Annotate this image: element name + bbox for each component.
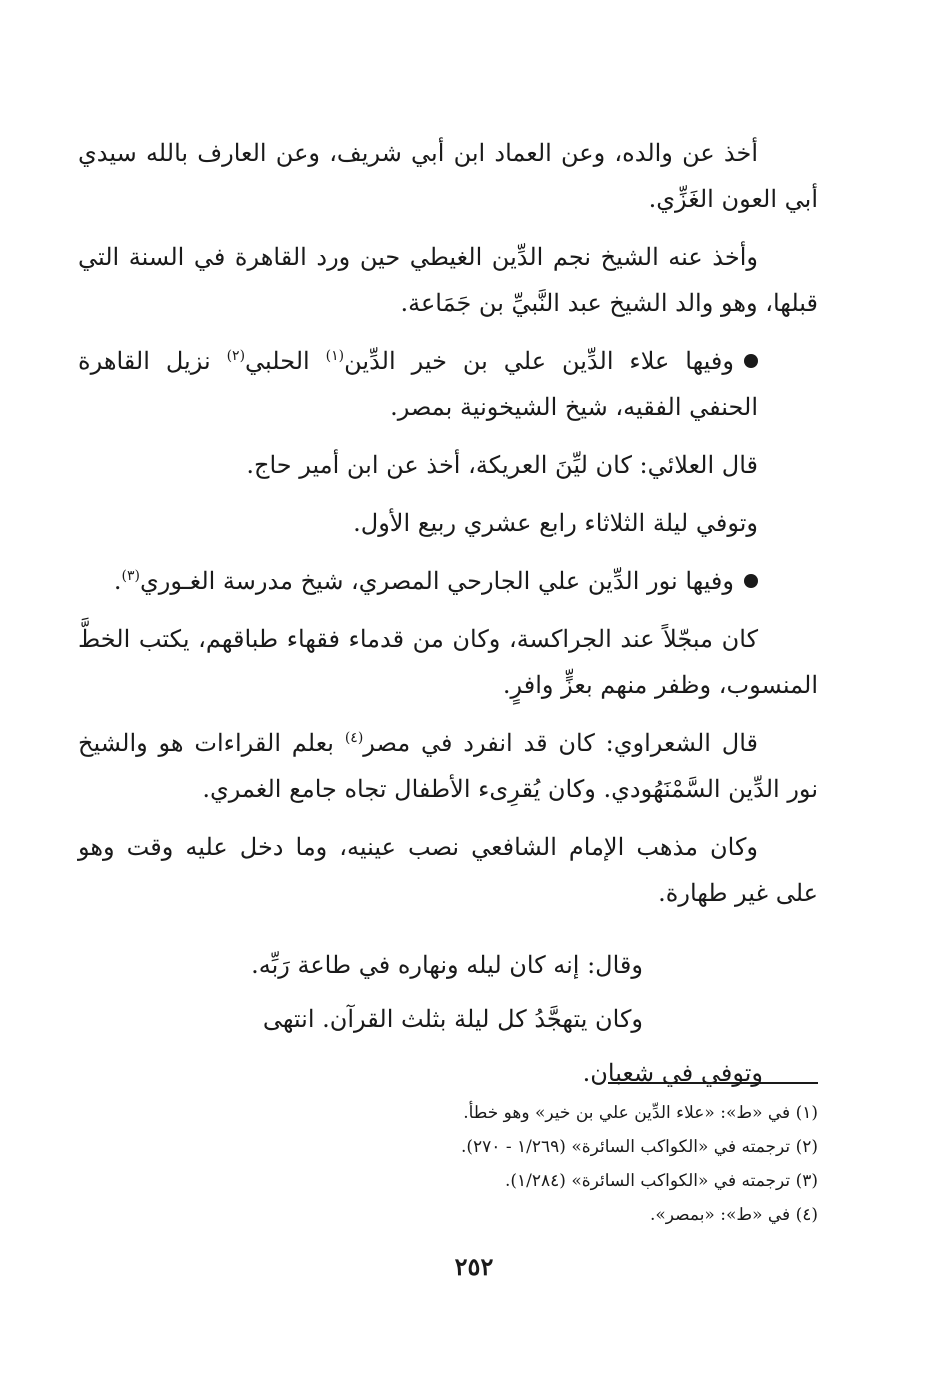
entry-alaa-aldin [78, 338, 818, 430]
paragraph-death-date-1 [78, 500, 818, 546]
paragraph-shaarawi-text-post: بعلم القراءات هو والشيخ نور الدِّين السَّمْنَهُودي. وكان يُقرِىء الأطفال تجاه جامع الغمري. [78, 729, 818, 803]
paragraph-1-text: أخذ عن والده، وعن العماد ابن أبي شريف، وعن العارف بالله سيدي أبي العون الغَزِّي. [78, 139, 818, 213]
quote-line-1: وقال: إنه كان ليله ونهاره في طاعة رَبِّه. [251, 951, 643, 979]
footnote-4: (٤) في «ط»: «بمصر». [649, 1205, 818, 1225]
footnote-ref-1: (١) [325, 348, 345, 364]
entry-nur-aldin-text-post: . [113, 567, 122, 595]
footnote-divider [608, 1082, 818, 1084]
bullet-icon [744, 574, 758, 588]
paragraph-shafii-text: وكان مذهب الإمام الشافعي نصب عينيه، وما دخل عليه وقت وهو على غير طهارة. [78, 833, 818, 907]
entry-alaa-aldin-text-post: نزيل القاهرة الحنفي الفقيه، شيخ الشيخونية بمصر. [78, 347, 758, 421]
entry-nur-aldin [78, 558, 818, 604]
footnote-ref-3: (٣) [121, 568, 140, 584]
quote-block [78, 938, 818, 1100]
paragraph-alalai-quote [78, 442, 818, 488]
paragraph-mubajjal-text: كان مبجّلاً عند الجراكسة، وكان من قدماء فقهاء طباقهم، يكتب الخطَّ المنسوب، وظفر منهم بعزٍّ وافرٍ. [78, 625, 818, 699]
footnote-1: (١) في «ط»: «علاء الدِّين علي بن خير» وهو خطأ. [463, 1103, 818, 1123]
main-text [78, 130, 818, 1100]
paragraph-alalai-quote-text: قال العلائي: كان ليِّنَ العريكة، أخذ عن ابن أمير حاج. [246, 451, 758, 479]
quote-line-3: وتوفي في شعبان. [582, 1059, 763, 1087]
footnote-ref-2: (٢) [226, 348, 246, 364]
paragraph-death-date-1-text: وتوفي ليلة الثلاثاء رابع عشري ربيع الأول. [353, 509, 758, 537]
paragraph-shafii [78, 824, 818, 916]
paragraph-shaarawi-text-pre: قال الشعراوي: كان قد انفرد في مصر [363, 729, 758, 757]
footnotes [258, 1096, 818, 1232]
paragraph-2-text: وأخذ عنه الشيخ نجم الدِّين الغيطي حين ورد القاهرة في السنة التي قبلها، وهو والد الشيخ عبد النَّبيِّ بن جَمَاعة. [78, 243, 818, 317]
footnote-2: (٢) ترجمته في «الكواكب السائرة» (١/٢٦٩ - ٢٧٠). [461, 1137, 818, 1157]
entry-nur-aldin-text-pre: وفيها نور الدِّين علي الجارحي المصري، شيخ مدرسة الغـوري [139, 567, 734, 595]
paragraph-1 [78, 130, 818, 222]
paragraph-2 [78, 234, 818, 326]
quote-line-2: وكان يتهجَّدُ كل ليلة بثلث القرآن. انتهى [262, 1005, 643, 1033]
footnote-3: (٣) ترجمته في «الكواكب السائرة» (١/٢٨٤). [504, 1171, 818, 1191]
paragraph-mubajjal [78, 616, 818, 708]
entry-alaa-aldin-text-pre: وفيها علاء الدِّين علي بن خير الدِّين [344, 347, 734, 375]
footnote-ref-4: (٤) [344, 730, 364, 746]
page-number: ٢٥٢ [454, 1252, 494, 1281]
entry-alaa-aldin-text-mid: الحلبي [245, 347, 326, 375]
paragraph-shaarawi [78, 720, 818, 812]
bullet-icon [744, 354, 758, 368]
